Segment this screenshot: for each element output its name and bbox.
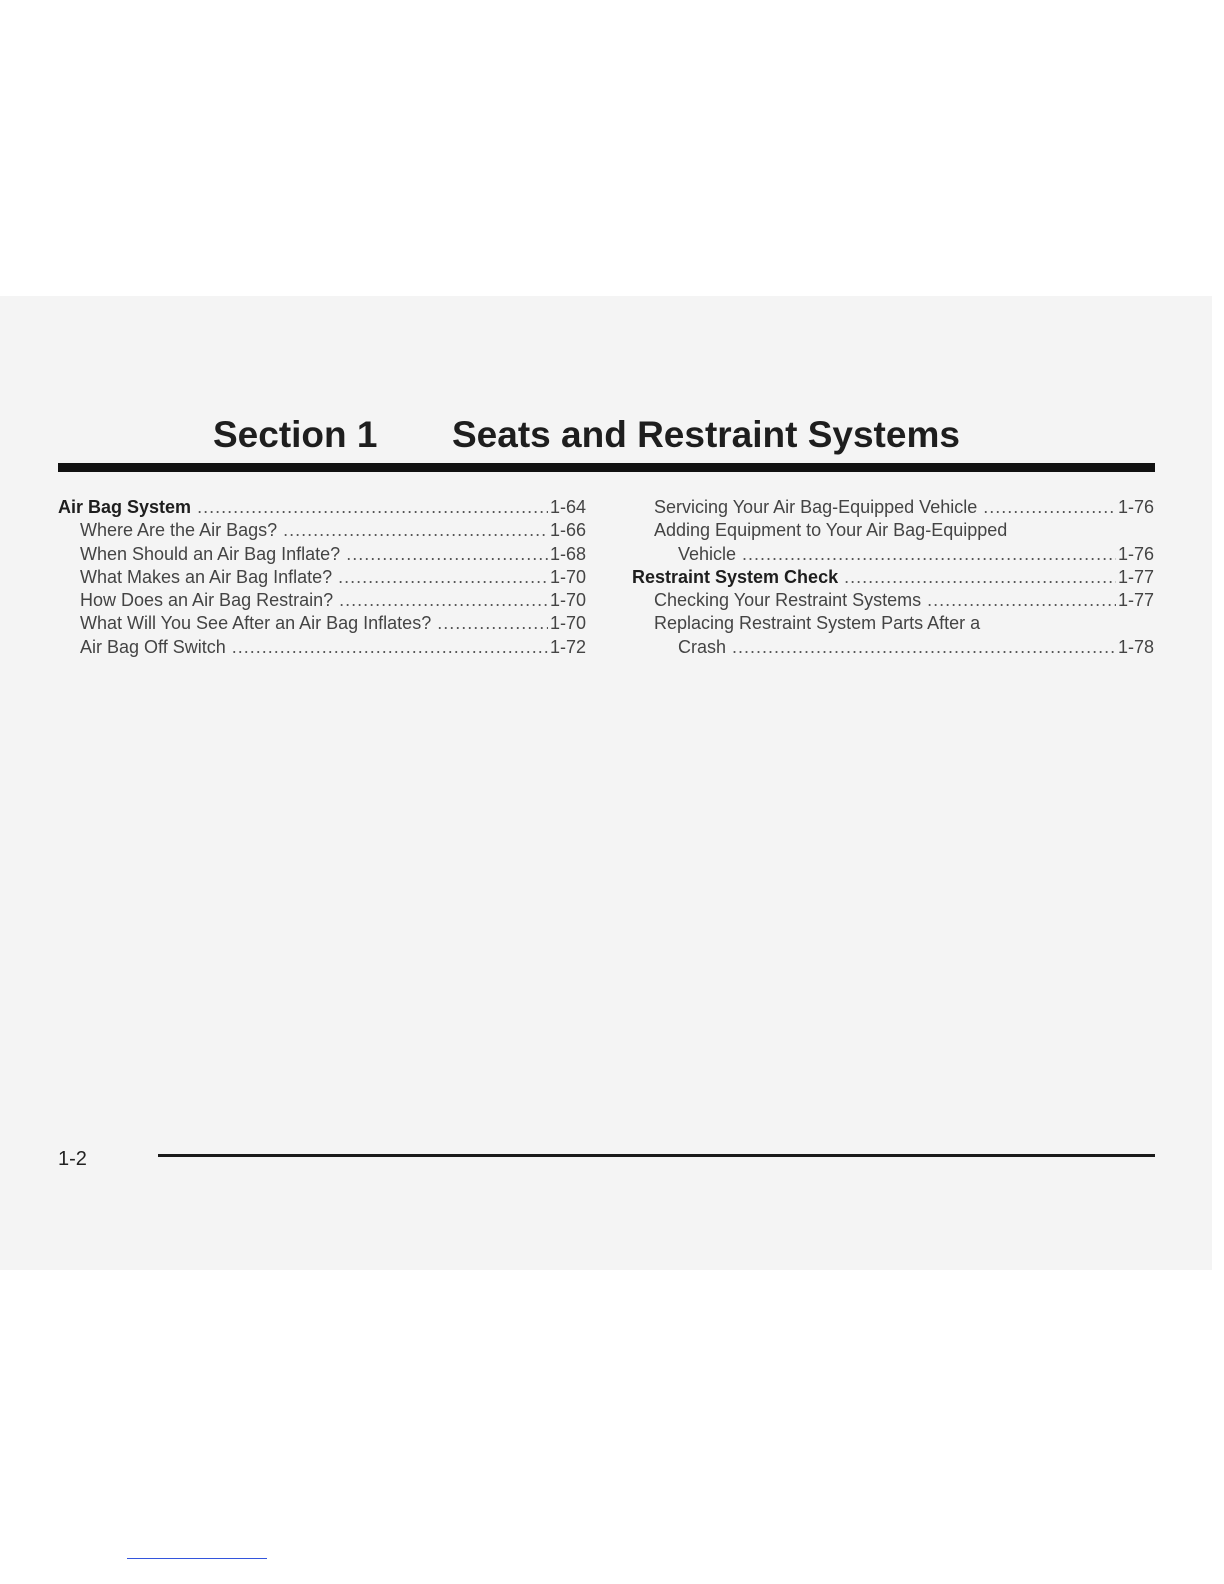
toc-entry-title: Where Are the Air Bags? xyxy=(80,520,278,541)
toc-page-number: 1-72 xyxy=(549,636,586,657)
toc-page-number: 1-77 xyxy=(1117,590,1154,611)
section-title: Seats and Restraint Systems xyxy=(452,414,960,455)
dot-leader xyxy=(983,496,1116,519)
toc-page-number: 1-70 xyxy=(549,590,586,611)
toc-entry[interactable] xyxy=(58,589,586,612)
page-number: 1-2 xyxy=(58,1148,87,1170)
toc-entry[interactable] xyxy=(632,612,1154,659)
toc-entry[interactable] xyxy=(632,589,1154,612)
dot-leader xyxy=(732,636,1116,659)
toc-entry[interactable] xyxy=(632,496,1154,519)
toc-page-number: 1-70 xyxy=(549,613,586,634)
dot-leader xyxy=(197,496,548,519)
toc-entry-title: Restraint System Check xyxy=(632,566,839,587)
heading-rule xyxy=(58,463,1155,472)
toc-entry[interactable] xyxy=(58,612,586,635)
toc-entry-title: Replacing Restraint System Parts After a xyxy=(654,613,981,634)
dot-leader xyxy=(338,566,548,589)
toc-page-number: 1-76 xyxy=(1117,543,1154,564)
dot-leader xyxy=(346,543,548,566)
toc-entry[interactable] xyxy=(58,496,586,519)
toc-entry-title-continued: Vehicle xyxy=(678,543,737,564)
toc-page-number: 1-76 xyxy=(1117,497,1154,517)
link-underline xyxy=(127,1558,267,1559)
dot-leader xyxy=(339,589,548,612)
toc-entry[interactable] xyxy=(58,566,586,589)
toc-page-number: 1-68 xyxy=(549,543,586,564)
toc-entry[interactable] xyxy=(58,543,586,566)
dot-leader xyxy=(844,566,1116,589)
toc-page-number: 1-66 xyxy=(549,520,586,541)
toc-entry[interactable] xyxy=(632,519,1154,566)
toc-page-number: 1-70 xyxy=(549,566,586,587)
toc-left-column xyxy=(58,496,586,659)
section-heading xyxy=(0,414,1224,462)
toc-right-column xyxy=(632,496,1154,659)
toc-page-number: 1-64 xyxy=(549,497,586,517)
dot-leader xyxy=(283,519,548,542)
toc-entry-title: Checking Your Restraint Systems xyxy=(654,590,922,611)
toc-entry-title: Servicing Your Air Bag-Equipped Vehicle xyxy=(654,497,978,517)
toc-entry-title: What Makes an Air Bag Inflate? xyxy=(80,566,333,587)
dot-leader xyxy=(742,543,1116,566)
toc-entry[interactable] xyxy=(58,519,586,542)
toc-entry-title: Air Bag Off Switch xyxy=(80,636,226,657)
footer-rule xyxy=(158,1154,1155,1157)
toc-entry-title: How Does an Air Bag Restrain? xyxy=(80,590,334,611)
toc-entry-title: When Should an Air Bag Inflate? xyxy=(80,543,341,564)
toc-entry-title: What Will You See After an Air Bag Inflates? xyxy=(80,613,432,634)
dot-leader xyxy=(232,636,548,659)
toc-entry-title: Adding Equipment to Your Air Bag-Equipped xyxy=(654,520,1008,541)
toc-entry-title: Air Bag System xyxy=(58,497,192,517)
toc-page-number: 1-78 xyxy=(1117,636,1154,657)
section-label: Section 1 xyxy=(213,414,378,455)
toc-entry[interactable] xyxy=(632,566,1154,589)
toc-entry-title-continued: Crash xyxy=(678,636,727,657)
dot-leader xyxy=(927,589,1116,612)
toc-entry[interactable] xyxy=(58,636,586,659)
dot-leader xyxy=(437,612,548,635)
toc-page-number: 1-77 xyxy=(1117,566,1154,587)
